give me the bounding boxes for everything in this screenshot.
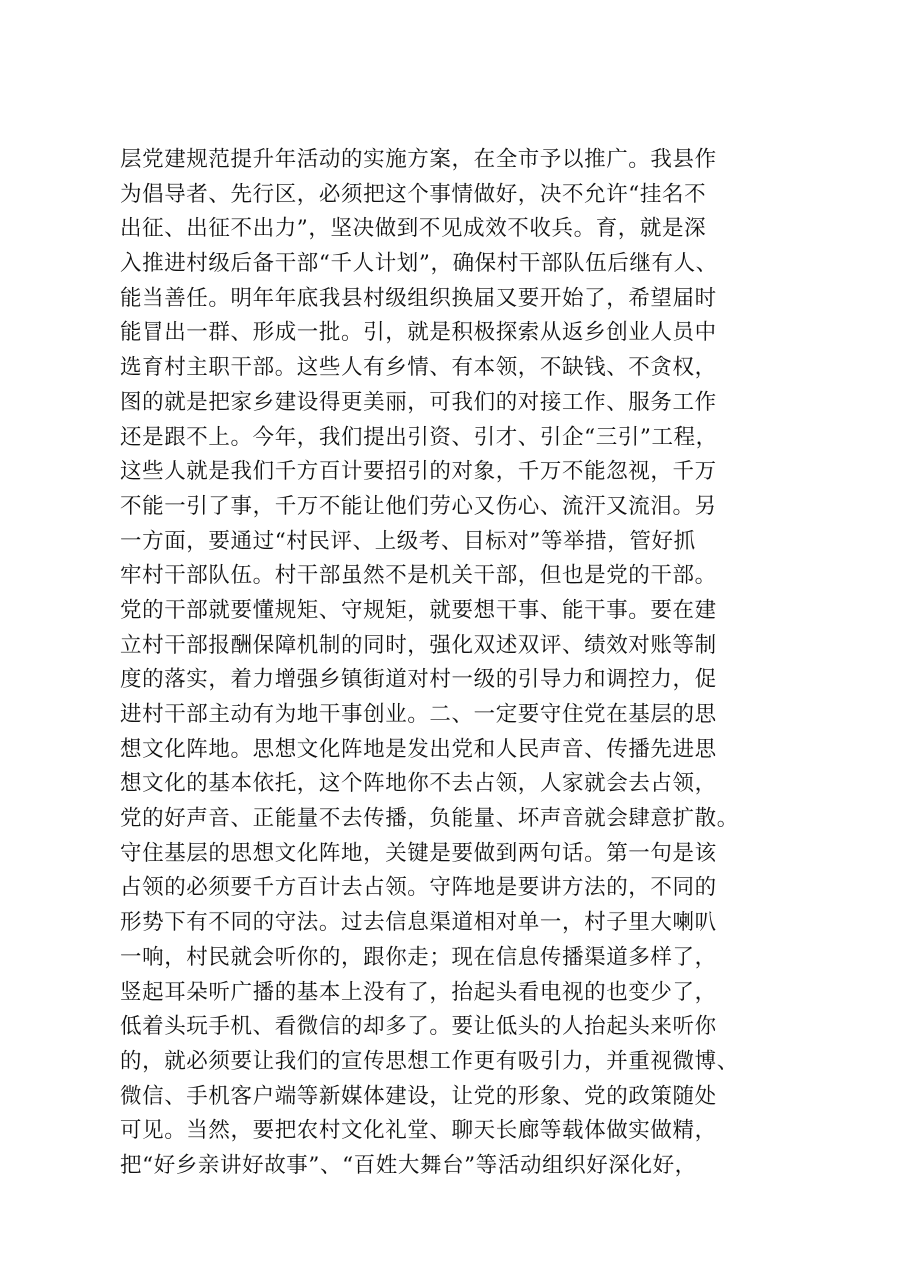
text-line: 选育村主职干部。这些人有乡情、有本领，不缺钱、不贪权， bbox=[120, 355, 717, 381]
text-line: 能当善任。明年年底我县村级组织换届又要开始了，希望届时 bbox=[120, 285, 717, 311]
text-line: 可见。当然，要把农村文化礼堂、聊天长廊等载体做实做精， bbox=[120, 1118, 717, 1144]
text-line: 层党建规范提升年活动的实施方案，在全市予以推广。我县作 bbox=[120, 147, 717, 172]
text-line: 牢村干部队伍。村干部虽然不是机关干部，但也是党的干部。 bbox=[120, 563, 717, 589]
text-line: 为倡导者、先行区，必须把这个事情做好，决不允许“挂名不 bbox=[120, 181, 707, 207]
text-line: 度的落实，着力增强乡镇街道对村一级的引导力和调控力，促 bbox=[120, 667, 717, 693]
text-line: 微信、手机客户端等新媒体建设，让党的形象、党的政策随处 bbox=[120, 1083, 717, 1109]
text-line: 立村干部报酬保障机制的同时，强化双述双评、绩效对账等制 bbox=[120, 632, 717, 658]
text-line: 不能一引了事，千万不能让他们劳心又伤心、流汗又流泪。另 bbox=[120, 493, 717, 519]
text-line: 还是跟不上。今年，我们提出引资、引才、引企“三引”工程， bbox=[120, 424, 718, 450]
text-line: 党的好声音、正能量不去传播，负能量、坏声音就会肆意扩散。 bbox=[120, 806, 739, 832]
text-line: 守住基层的思想文化阵地，关键是要做到两句话。第一句是该 bbox=[120, 840, 717, 866]
text-line: 这些人就是我们千方百计要招引的对象，千万不能忽视，千万 bbox=[120, 459, 717, 485]
text-line: 一方面，要通过“村民评、上级考、目标对”等举措，管好抓 bbox=[120, 528, 696, 554]
text-line: 竖起耳朵听广播的基本上没有了，抬起头看电视的也变少了， bbox=[120, 979, 717, 1005]
text-line: 进村干部主动有为地干事创业。二、一定要守住党在基层的思 bbox=[120, 702, 717, 727]
text-line: 入推进村级后备干部“千人计划”，确保村干部队伍后继有人、 bbox=[120, 251, 718, 277]
text-line: 低着头玩手机、看微信的却多了。要让低头的人抬起头来听你 bbox=[120, 1014, 717, 1040]
text-line: 占领的必须要千方百计去占领。守阵地是要讲方法的，不同的 bbox=[120, 875, 717, 901]
body-paragraph bbox=[120, 143, 810, 1184]
text-line: 出征、出征不出力”，坚决做到不见成效不收兵。育，就是深 bbox=[120, 216, 707, 242]
text-line: 能冒出一群、形成一批。引，就是积极探索从返乡创业人员中 bbox=[120, 320, 717, 346]
text-line: 把“好乡亲讲好故事”、“百姓大舞台”等活动组织好深化好， bbox=[120, 1152, 697, 1178]
text-line: 形势下有不同的守法。过去信息渠道相对单一，村子里大喇叭 bbox=[120, 910, 717, 936]
text-line: 党的干部就要懂规矩、守规矩，就要想干事、能干事。要在建 bbox=[120, 597, 717, 623]
text-line: 想文化的基本依托，这个阵地你不去占领，人家就会去占领， bbox=[120, 771, 717, 797]
text-line: 一响，村民就会听你的，跟你走；现在信息传播渠道多样了， bbox=[120, 944, 717, 970]
text-line: 想文化阵地。思想文化阵地是发出党和人民声音、传播先进思 bbox=[120, 736, 717, 762]
text-line: 图的就是把家乡建设得更美丽，可我们的对接工作、服务工作 bbox=[120, 389, 717, 415]
text-line: 的，就必须要让我们的宣传思想工作更有吸引力，并重视微博、 bbox=[120, 1048, 739, 1074]
